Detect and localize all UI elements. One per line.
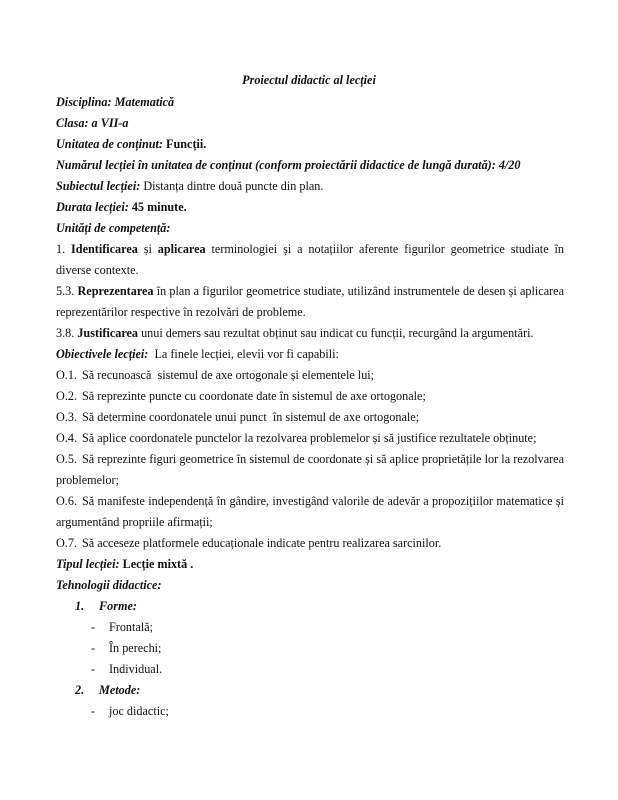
competenta-1-bold2: aplicarea <box>157 242 206 256</box>
competenta-1-line2: diverse contexte. <box>56 263 139 277</box>
obiectiv-o3: O.3. Să determine coordonatele unui punct în sistemul de axe ortogonale; <box>56 410 420 424</box>
obiectiv-o5-line2: problemelor; <box>56 473 119 487</box>
unitati-heading: Unități de competență: <box>56 221 171 235</box>
competenta-1-line1: 1. Identificarea și aplicarea terminologiei și a notațiilor aferente figurilor geometrice studiate în <box>56 242 564 256</box>
subiectul-label: Subiectul lecției: <box>56 179 141 193</box>
tipul-value: Lecție mixtă . <box>119 557 194 571</box>
obiectiv-o6-line2: argumentând propriile afirmații; <box>56 515 213 529</box>
unitatea-value: Funcții. <box>163 137 207 151</box>
forme-item-perechi: - În perechi; <box>91 641 162 655</box>
obiectiv-o1: O.1. Să recunoască sistemul de axe ortogonale și elementele lui; <box>56 368 375 382</box>
competenta-5-3-bold: Reprezentarea <box>77 284 154 298</box>
obiectiv-o5-line1: O.5. Să reprezinte figuri geometrice în sistemul de coordonate și să aplice proprietățile lor la rezolvarea <box>56 452 564 466</box>
metode-item-joc-didactic: - joc didactic; <box>91 704 169 718</box>
tipul-label: Tipul lecției: <box>56 557 120 571</box>
clasa-line: Clasa: a VII-a <box>56 116 129 130</box>
competenta-1-bold1: Identificarea <box>71 242 138 256</box>
obiective-label: Obiectivele lecției: <box>56 347 149 361</box>
disciplina-line: Disciplina: Matematică <box>56 95 175 109</box>
obiectiv-o7: O.7. Să acceseze platformele educaționale indicate pentru realizarea sarcinilor. <box>56 536 442 550</box>
competenta-5-3-line2: reprezentărilor respective în rezolvări de probleme. <box>56 305 306 319</box>
obiective-intro: La finele lecției, elevii vor fi capabili: <box>148 347 339 361</box>
forme-item-frontala: - Frontală; <box>91 620 154 634</box>
obiectiv-o4: O.4. Să aplice coordonatele punctelor la rezolvarea problemelor și să justifice rezultatele obținute; <box>56 431 537 445</box>
document-title: Proiectul didactic al lecției <box>242 73 376 87</box>
durata-label: Durata lecției: <box>56 200 129 214</box>
competenta-3-8-line: 3.8. Justificarea unui demers sau rezultat obținut sau indicat cu funcții, recurgând la argumentări. <box>56 326 534 340</box>
durata-value: 45 minute. <box>128 200 187 214</box>
forme-item-individual: - Individual. <box>91 662 163 676</box>
obiectiv-o2: O.2. Să reprezinte puncte cu coordonate date în sistemul de axe ortogonale; <box>56 389 426 403</box>
metode-heading: 2. Metode: <box>75 683 141 697</box>
numarul-line: Numărul lecției în unitatea de conținut (conform proiectării didactice de lungă durată): 4/20 <box>56 158 521 172</box>
durata-line <box>56 200 564 214</box>
competenta-5-3-line1: 5.3. Reprezentarea în plan a figurilor geometrice studiate, utilizând instrumentele de desen și aplicarea <box>56 284 564 298</box>
subiectul-value: Distanța dintre două puncte din plan. <box>140 179 324 193</box>
forme-heading: 1. Forme: <box>75 599 137 613</box>
tipul-line <box>56 557 564 571</box>
obiectiv-o6-line1: O.6. Să manifeste independență în gândire, investigând valorile de adevăr a propozițiilor matematice și <box>56 494 564 508</box>
obiective-heading <box>56 347 564 361</box>
tehnologii-heading: Tehnologii didactice: <box>56 578 162 592</box>
unitatea-line <box>56 137 564 151</box>
subiectul-line <box>56 179 564 193</box>
unitatea-label: Unitatea de conținut: <box>56 137 163 151</box>
competenta-3-8-bold: Justificarea <box>77 326 139 340</box>
